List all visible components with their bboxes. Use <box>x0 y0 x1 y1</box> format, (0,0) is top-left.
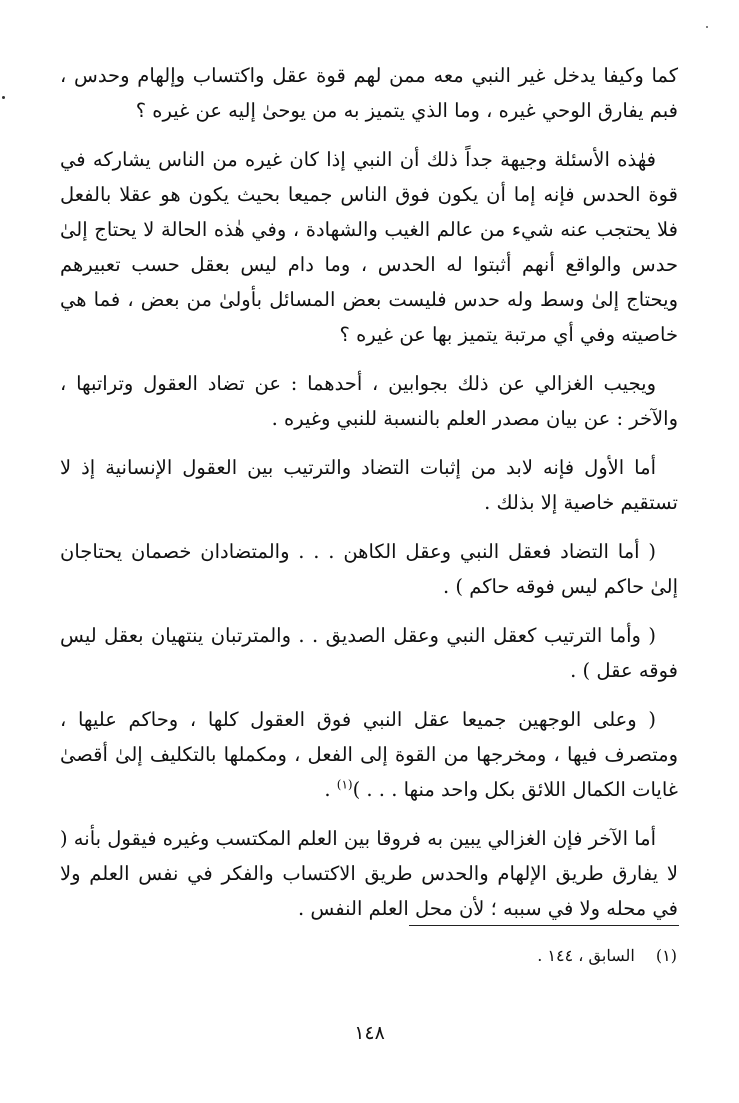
paragraph-7-text: ( وعلى الوجهين جميعا عقل النبي فوق العقول كلها ، وحاكم عليها ، ومتصرف فيها ، ومخرجها من القوة إلى الفعل ، ومكملها بالتكليف إلىٰ أقصىٰ غايات الكمال اللائق بكل واحد منها . . . ) <box>60 708 678 801</box>
page-body <box>60 58 678 940</box>
paragraph-3: ويجيب الغزالي عن ذلك بجوابين ، أحدهما : عن تضاد العقول وتراتبها ، والآخر : عن بيان مصدر العلم بالنسبة للنبي وغيره . <box>60 372 678 430</box>
paragraph-6-quote-order: ( وأما الترتيب كعقل النبي وعقل الصديق . . والمترتبان ينتهيان بعقل ليس فوقه عقل ) . <box>60 624 678 682</box>
paragraph-8: أما الآخر فإن الغزالي يبين به فروقا بين العلم المكتسب وغيره فيقول بأنه ( لا يفارق طريق الإلهام والحدس طريق الاكتساب والفكر في نفس العلم ولا في محله ولا في سببه ؛ لأن محل العلم النفس . <box>60 827 678 920</box>
paragraph-7-quote-summary <box>60 702 678 807</box>
paragraph-5-quote-contrast: ( أما التضاد فعقل النبي وعقل الكاهن . . . والمتضادان خصمان يحتاجان إلىٰ حاكم ليس فوقه حاكم ) . <box>60 540 678 598</box>
footnote-text: السابق ، ١٤٤ . <box>537 946 635 965</box>
footnote-number: (١) <box>655 946 677 965</box>
paragraph-2: فهٰذه الأسئلة وجيهة جداً ذلك أن النبي إذا كان غيره من الناس يشاركه في قوة الحدس فإنه إما أن يكون فوق الناس جميعا بحيث يكون هو عقلا بالفعل فلا يحتجب عنه شيء من عالم الغيب والشهادة ، وفي هٰذه الحالة لا يحتاج إلىٰ حدس والواقع أنهم أثبتوا له الحدس ، وما دام ليس بعقل حسب تعبيرهم ويحتاج إلىٰ وسط وله حدس فليست بعض المسائل بأولىٰ من بعض ، فما هي خاصيته وفي أي مرتبة يتميز بها عن غيره ؟ <box>60 148 678 346</box>
scan-speck <box>706 26 708 28</box>
footnote-reference[interactable]: (١) <box>336 777 353 792</box>
paragraph-1: كما وكيفا يدخل غير النبي معه ممن لهم قوة عقل واكتساب وإلهام وحدس ، فبم يفارق الوحي غيره ، وما الذي يتميز به من يوحىٰ إليه عن غيره ؟ <box>60 64 678 122</box>
paragraph-7-tail: . <box>324 778 337 801</box>
footnote <box>61 944 677 968</box>
scan-speck <box>2 96 5 99</box>
footnote-separator <box>409 925 679 926</box>
page-number: ١٤٨ <box>354 1022 385 1044</box>
paragraph-4: أما الأول فإنه لابد من إثبات التضاد والترتيب بين العقول الإنسانية إذ لا تستقيم خاصية إلا بذلك . <box>60 456 678 514</box>
